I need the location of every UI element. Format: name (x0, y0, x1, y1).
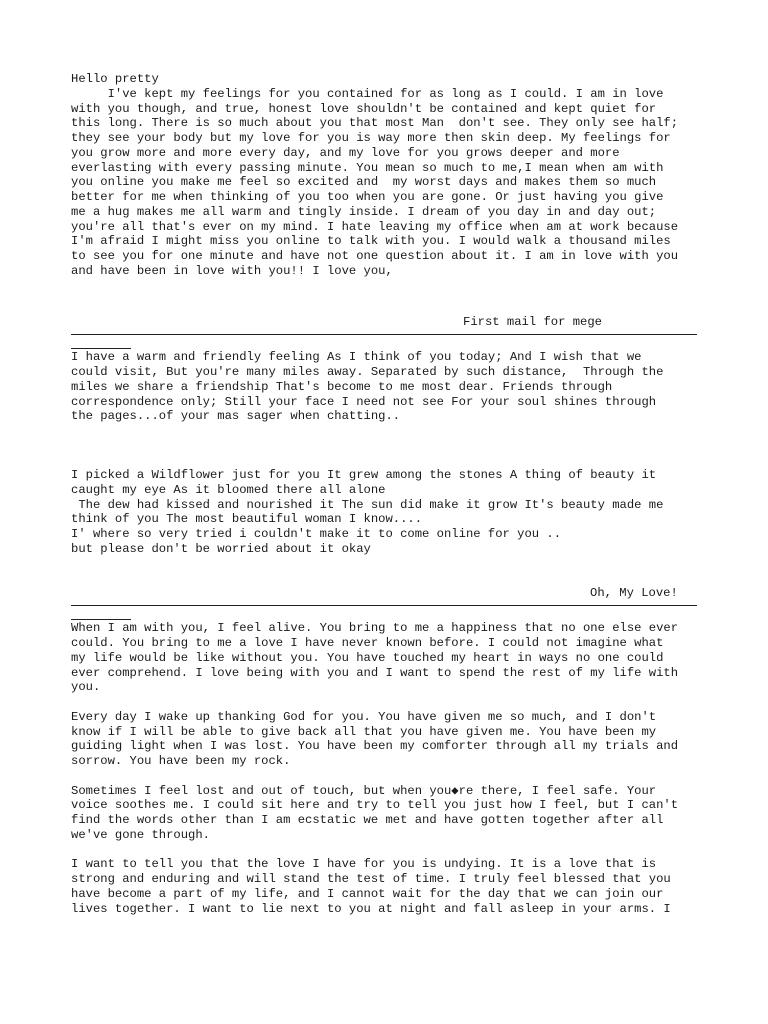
letter-line: to see you for one minute and have not one question about it. I am in love with you (71, 249, 679, 263)
letter-1 (71, 72, 701, 279)
letter-line: I have a warm and friendly feeling As I think of you today; And I wish that we (71, 350, 642, 365)
letter-line: could. You bring to me a love I have never known before. I could not imagine what (71, 636, 664, 650)
letter-line: think of you The most beautiful woman I know.... (71, 512, 423, 527)
letter-line: correspondence only; Still your face I need not see For your soul shines through (71, 394, 657, 409)
letter-line: I' where so very tried i couldn't make it to come online for you .. (71, 527, 562, 541)
letter-line: and have been in love with you!! I love you, (71, 263, 393, 278)
letter-line: voice soothes me. I could sit here and try to tell you just how I feel, but I can't (71, 798, 679, 813)
letter-line: lives together. I want to lie next to you at night and fall asleep in your arms. I (71, 901, 671, 916)
divider-short-rule (71, 619, 131, 620)
letter-line: know if I will be able to give back all that you have given me. You have been my (71, 724, 657, 739)
letter-line: I'm afraid I might miss you online to talk with you. I would walk a thousand miles (71, 234, 671, 249)
paragraph (71, 784, 701, 843)
letter-line: you grow more and more every day, and my love for you grows deeper and more (71, 145, 620, 160)
document-page (71, 72, 701, 916)
letter-line: guiding light when I was lost. You have been my comforter through all my trials and (71, 739, 679, 754)
letter-line: you're all that's ever on my mind. I hate leaving my office when am at work because (71, 219, 679, 234)
letter-line: miles we share a friendship That's become to me most dear. Friends through (71, 379, 613, 394)
letter-line: they see your body but my love for you is way more then skin deep. My feelings for (71, 131, 671, 145)
letter-line: the pages...of your mas sager when chatting.. (71, 409, 401, 424)
letter-line: sorrow. You have been my rock. (71, 754, 291, 768)
letter-line: Sometimes I feel lost and out of touch, but when you◆re there, I feel safe. Your (71, 783, 657, 798)
section-heading-first-mail: First mail for mege (463, 314, 602, 329)
letter-line: have become a part of my life, and I cannot wait for the day that we can join our (71, 886, 664, 901)
letter-line: me a hug makes me all warm and tingly inside. I dream of you day in and day out; (71, 204, 657, 219)
paragraph (71, 710, 701, 769)
letter-4 (71, 621, 701, 916)
letter-line: I've kept my feelings for you contained for as long as I could. I am in love (71, 86, 664, 101)
letter-2 (71, 350, 701, 424)
letter-line: When I am with you, I feel alive. You bring to me a happiness that no one else ever (71, 621, 679, 636)
letter-line: you online you make me feel so excited and my worst days and makes them so much (71, 175, 657, 190)
letter-line: find the words other than I am ecstatic we met and have gotten together after all (71, 813, 664, 827)
letter-line: I picked a Wildflower just for you It grew among the stones A thing of beauty it (71, 468, 657, 482)
letter-line: but please don't be worried about it okay (71, 541, 371, 556)
letter-line: could visit, But you're many miles away. Separated by such distance, Through the (71, 365, 664, 379)
paragraph (71, 857, 701, 916)
letter-line: I want to tell you that the love I have for you is undying. It is a love that is (71, 857, 657, 872)
letter-line: ever comprehend. I love being with you and I want to spend the rest of my life with (71, 665, 679, 680)
letter-line: The dew had kissed and nourished it The sun did make it grow It's beauty made me (71, 497, 664, 512)
letter-line: better for me when thinking of you too when you are gone. Or just having you give (71, 190, 664, 204)
letter-line: my life would be like without you. You have touched my heart in ways no one could (71, 650, 664, 665)
letter-line: caught my eye As it bloomed there all alone (71, 482, 386, 497)
paragraph (71, 621, 701, 695)
letter-3 (71, 468, 701, 557)
letter-line: you. (71, 680, 101, 695)
divider-short-rule (71, 348, 131, 349)
section-heading-oh-my-love: Oh, My Love! (590, 585, 678, 600)
letter-line: this long. There is so much about you that most Man don't see. They only see half; (71, 116, 679, 131)
letter-line: Every day I wake up thanking God for you. You have given me so much, and I don't (71, 709, 657, 724)
letter-line: strong and enduring and will stand the test of time. I truly feel blessed that you (71, 872, 671, 886)
letter-line: with you though, and true, honest love shouldn't be contained and kept quiet for (71, 101, 657, 116)
letter-line: we've gone through. (71, 827, 210, 842)
greeting: Hello pretty (71, 72, 159, 86)
letter-line: everlasting with every passing minute. You mean so much to me,I mean when am with (71, 160, 664, 175)
